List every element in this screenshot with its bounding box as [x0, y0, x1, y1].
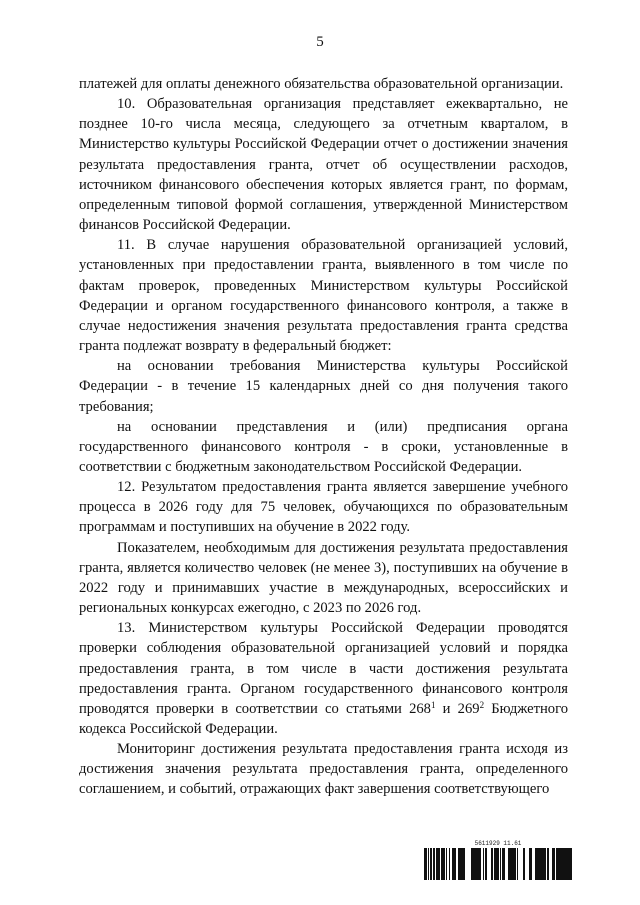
paragraph-12: 12. Результатом предоставления гранта является завершение учебного процесса в 2026 году для 75 человек, обучающихся по образовательным программам и поступивших на обучение в 2022 году. [79, 479, 568, 536]
superscript-2: 2 [479, 699, 485, 710]
paragraph-13 [79, 618, 568, 739]
paragraph-13-text-end: Бюджетного кодекса Российской Федерации. [79, 700, 569, 737]
barcode-icon [424, 848, 572, 880]
paragraph-12-indicator: Показателем, необходимым для достижения результата предоставления гранта, является количество человек (не менее 3), поступивших на обучение в 2022 году и принимавших участие в международных, всероссийских и региональных конкурсах ежегодно, с 2023 по 2026 год. [79, 539, 568, 617]
document-barcode [424, 840, 572, 880]
page-number: 5 [316, 34, 324, 50]
superscript-1: 1 [430, 699, 436, 710]
paragraph-13-text-start: 13. Министерством культуры Российской Федерации проводятся проверки соблюдения образовательной организацией условий и порядка предоставления гранта, в том числе в части достижения результата предоставления гранта. Органом государственного финансового контроля проводятся проверки в соответствии со статьями 268 [79, 620, 568, 717]
paragraph-13-text-middle: и 269 [435, 700, 480, 717]
paragraph-10: 10. Образовательная организация представляет ежеквартально, не позднее 10-го числа месяца, следующего за отчетным кварталом, в Министерство культуры Российской Федерации отчет о достижении значения результата предоставления гранта, отчет об осуществлении расходов, источником финансового обеспечения которых является грант, по формам, определенным типовой формой соглашения, утвержденной Министерством финансов Российской Федерации. [79, 96, 568, 234]
paragraph-continuation: платежей для оплаты денежного обязательства образовательной организации. [79, 76, 564, 92]
paragraph-monitoring: Мониторинг достижения результата предоставления гранта исходя из достижения значения результата предоставления гранта, определенного соглашением, и событий, отражающих факт завершения соответствующего [79, 741, 568, 798]
document-body [79, 74, 568, 800]
paragraph-11-item-2: на основании представления и (или) предписания органа государственного финансового контроля - в сроки, установленные в соответствии с бюджетным законодательством Российской Федерации. [79, 418, 568, 475]
paragraph-11-item-1: на основании требования Министерства культуры Российской Федерации - в течение 15 календарных дней со дня получения такого требования; [79, 358, 568, 415]
paragraph-11: 11. В случае нарушения образовательной организацией условий, установленных при предоставлении гранта, выявленного в том числе по фактам проверок, проведенных Министерством культуры Российской Федерации и органом государственного финансового контроля, а также в случае недостижения значения результата предоставления гранта средства гранта подлежат возврату в федеральный бюджет: [79, 237, 568, 355]
barcode-number: 5611929 11.61 [474, 840, 522, 847]
